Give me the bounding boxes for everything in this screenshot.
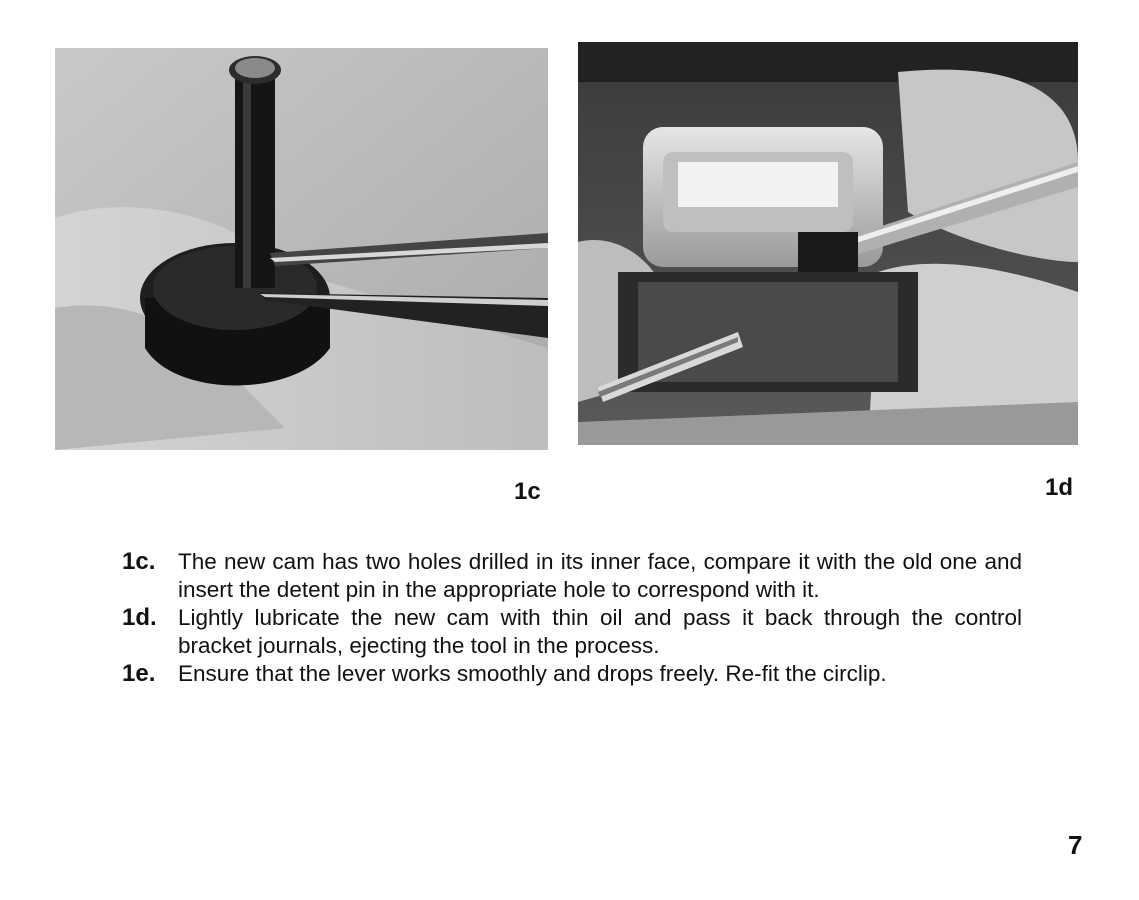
page-number: 7	[1068, 830, 1083, 860]
photo-1c-cam-with-tweezers	[55, 48, 548, 450]
figure-label-1c: 1c	[514, 478, 541, 505]
step-number: 1d.	[122, 604, 157, 631]
figure-label-1d: 1d	[1045, 474, 1074, 501]
instruction-steps	[122, 548, 1022, 688]
step-text: Lightly lubricate the new cam with thin oil and pass it back through the control bracket journals, ejecting the tool in the process.	[178, 605, 1022, 658]
step-1e	[122, 660, 1022, 688]
step-number: 1e.	[122, 660, 156, 687]
step-1d	[122, 604, 1022, 660]
photo-1d-reel-control-bracket	[578, 42, 1078, 445]
step-text: The new cam has two holes drilled in its inner face, compare it with the old one and insert the detent pin in the appropriate hole to correspond with it.	[178, 549, 1022, 602]
step-text: Ensure that the lever works smoothly and drops freely. Re-fit the circlip.	[178, 661, 887, 686]
step-number: 1c.	[122, 548, 156, 575]
step-1c	[122, 548, 1022, 604]
